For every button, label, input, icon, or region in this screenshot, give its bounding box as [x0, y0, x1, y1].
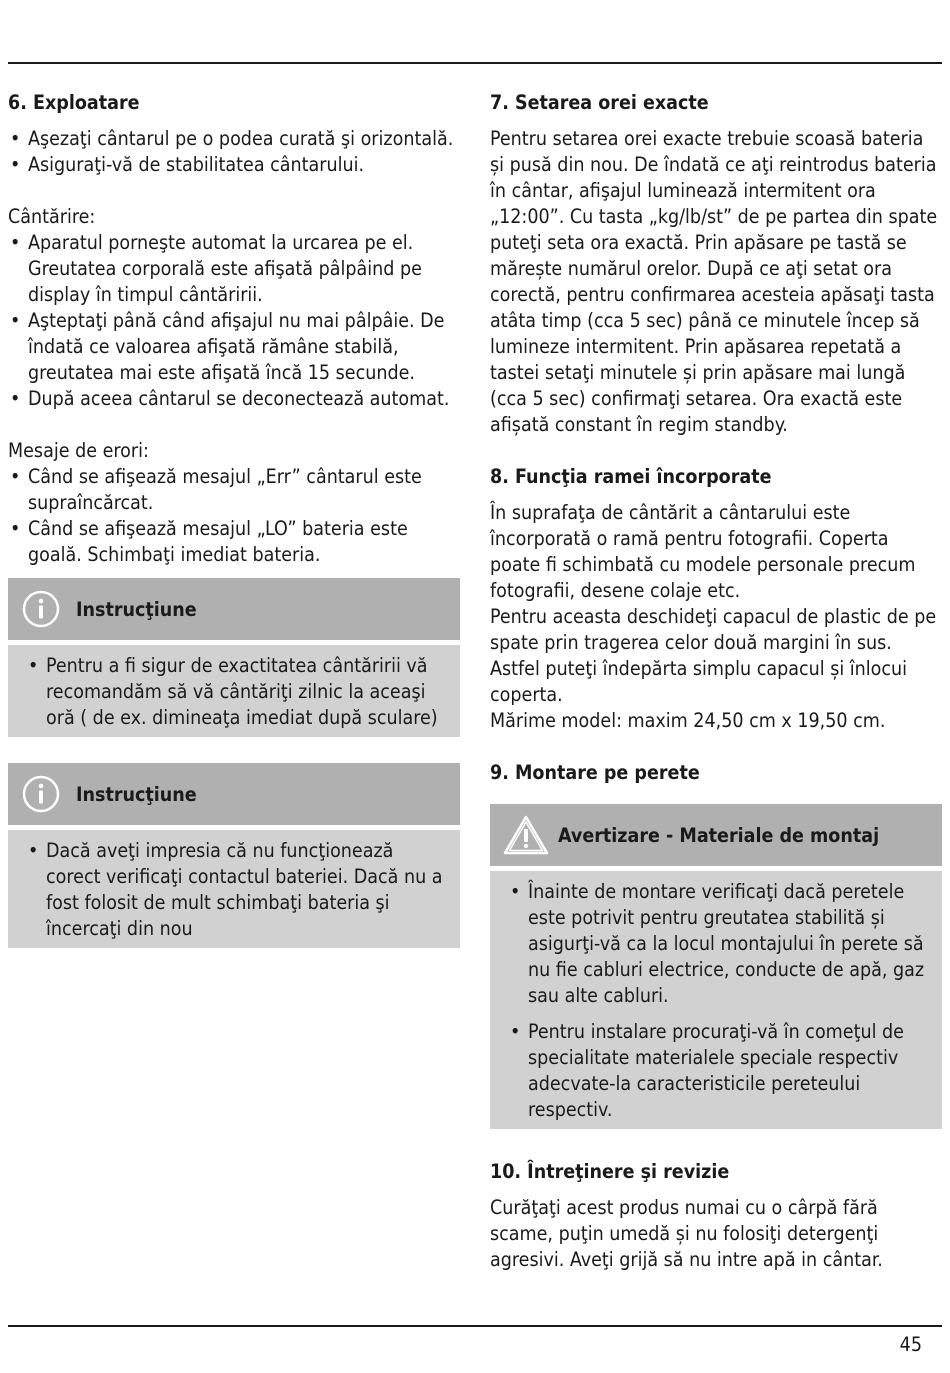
- left-column: [8, 90, 460, 948]
- section-6-list: [8, 126, 460, 178]
- top-rule: [8, 62, 942, 64]
- list-item: • Asiguraţi-vă de stabilitatea cântarului.: [8, 152, 460, 178]
- warning-box: [490, 804, 942, 1129]
- warning-triangle-icon: [502, 814, 550, 856]
- note-box-body: [8, 830, 460, 948]
- right-column: [490, 90, 942, 1273]
- warning-item: • Înainte de montare verificaţi dacă peretele este potrivit pentru greutatea stabilită și asigurţi-vă ca la locul montajului în perete să nu fie cabluri electrice, conducte de apă, gaz sau alte cabluri.: [508, 879, 928, 1009]
- section-6-title: 6. Exploatare: [8, 91, 140, 114]
- page-number: 45: [899, 1333, 922, 1356]
- list-item: • După aceea cântarul se deconectează automat.: [8, 386, 460, 412]
- section-7-title: 7. Setarea orei exacte: [490, 91, 709, 114]
- weighing-label: Cântărire:: [8, 205, 96, 228]
- section-7-text: Pentru setarea orei exacte trebuie scoasă bateria și pusă din nou. De îndată ce aţi reintrodus bateria în cântar, afişajul luminează intermitent ora „12:00”. Cu tasta „kg/lb/st” de pe partea din spate puteţi seta ora exactă. Prin apăsare pe tastă se mărește numărul orelor. După ce aţi setat ora corectă, pentru confirmarea acesteia apăsaţi tasta atâta timp (cca 5 sec) până ce minutele încep să lumineze intermitent. Prin apăsarea repetată a tastei setaţi minutele și prin apăsare mai lungă (cca 5 sec) confirmaţi setarea. Ora exactă este afișată constant în regim standby.: [490, 127, 938, 436]
- section-8-text-1: În suprafaţa de cântărit a cântarului este încorporată o ramă pentru fotografii. Coperta poate fi schimbată cu modele personale precum fotografii, desene colaje etc.: [490, 501, 916, 602]
- weighing-list: [8, 230, 460, 412]
- note-box-header: [8, 763, 460, 830]
- list-item: • Aşteptaţi până când afişajul nu mai pâlpâie. De îndată ce valoarea afişată rămâne stabilă, greutatea mai este afişată încă 15 secunde.: [8, 308, 460, 386]
- warning-box-header: [490, 804, 942, 871]
- list-item: • Când se afişează mesajul „Err” cântarul este supraîncărcat.: [8, 464, 460, 516]
- errors-label: Mesaje de erori:: [8, 439, 149, 462]
- section-8-title: 8. Funcţia ramei încorporate: [490, 465, 772, 488]
- note-box-body: [8, 645, 460, 737]
- note-box-title: Instrucţiune: [76, 597, 197, 621]
- info-icon: [22, 590, 60, 628]
- note-box-header: [8, 578, 460, 645]
- note-text: • Dacă aveţi impresia că nu funcţionează corect verificaţi contactul bateriei. Dacă nu a fost folosit de mult schimbaţi bateria şi încercaţi din nou: [26, 838, 446, 942]
- section-8-text-3: Mărime model: maxim 24,50 cm x 19,50 cm.: [490, 709, 886, 732]
- errors-list: [8, 464, 460, 568]
- list-item: • Când se afişează mesajul „LO” bateria este goală. Schimbaţi imediat bateria.: [8, 516, 460, 568]
- section-10-text: Curăţaţi acest produs numai cu o cârpă fără scame, puţin umedă și nu folosiţi detergenţi agresivi. Aveţi grijă să nu intre apă in cântar.: [490, 1196, 883, 1271]
- bottom-rule: [8, 1325, 942, 1327]
- note-box-1: [8, 578, 460, 737]
- list-item: • Aşezaţi cântarul pe o podea curată şi orizontală.: [8, 126, 460, 152]
- warning-box-body: [490, 871, 942, 1129]
- section-8-text-2: Pentru aceasta deschideţi capacul de plastic de pe spate prin tragerea celor două margini în sus. Astfel puteţi îndepărta simplu capacul și înlocui coperta.: [490, 605, 937, 706]
- note-box-2: [8, 763, 460, 948]
- list-item: • Aparatul porneşte automat la urcarea pe el. Greutatea corporală este afişată pâlpâind pe display în timpul cântăririi.: [8, 230, 460, 308]
- warning-box-title: Avertizare - Materiale de montaj: [558, 823, 880, 847]
- section-9-title: 9. Montare pe perete: [490, 761, 700, 784]
- note-box-title: Instrucţiune: [76, 782, 197, 806]
- section-10-title: 10. Întreţinere şi revizie: [490, 1160, 730, 1183]
- note-text: • Pentru a fi sigur de exactitatea cântăririi vă recomandăm să vă cântăriţi zilnic la aceaşi oră ( de ex. dimineaţa imediat după sculare): [26, 653, 446, 731]
- warning-item: • Pentru instalare procuraţi-vă în comeţul de specialitate materialele speciale respectiv adecvate-la caracteristicile pereteului respectiv.: [508, 1019, 928, 1123]
- info-icon: [22, 775, 60, 813]
